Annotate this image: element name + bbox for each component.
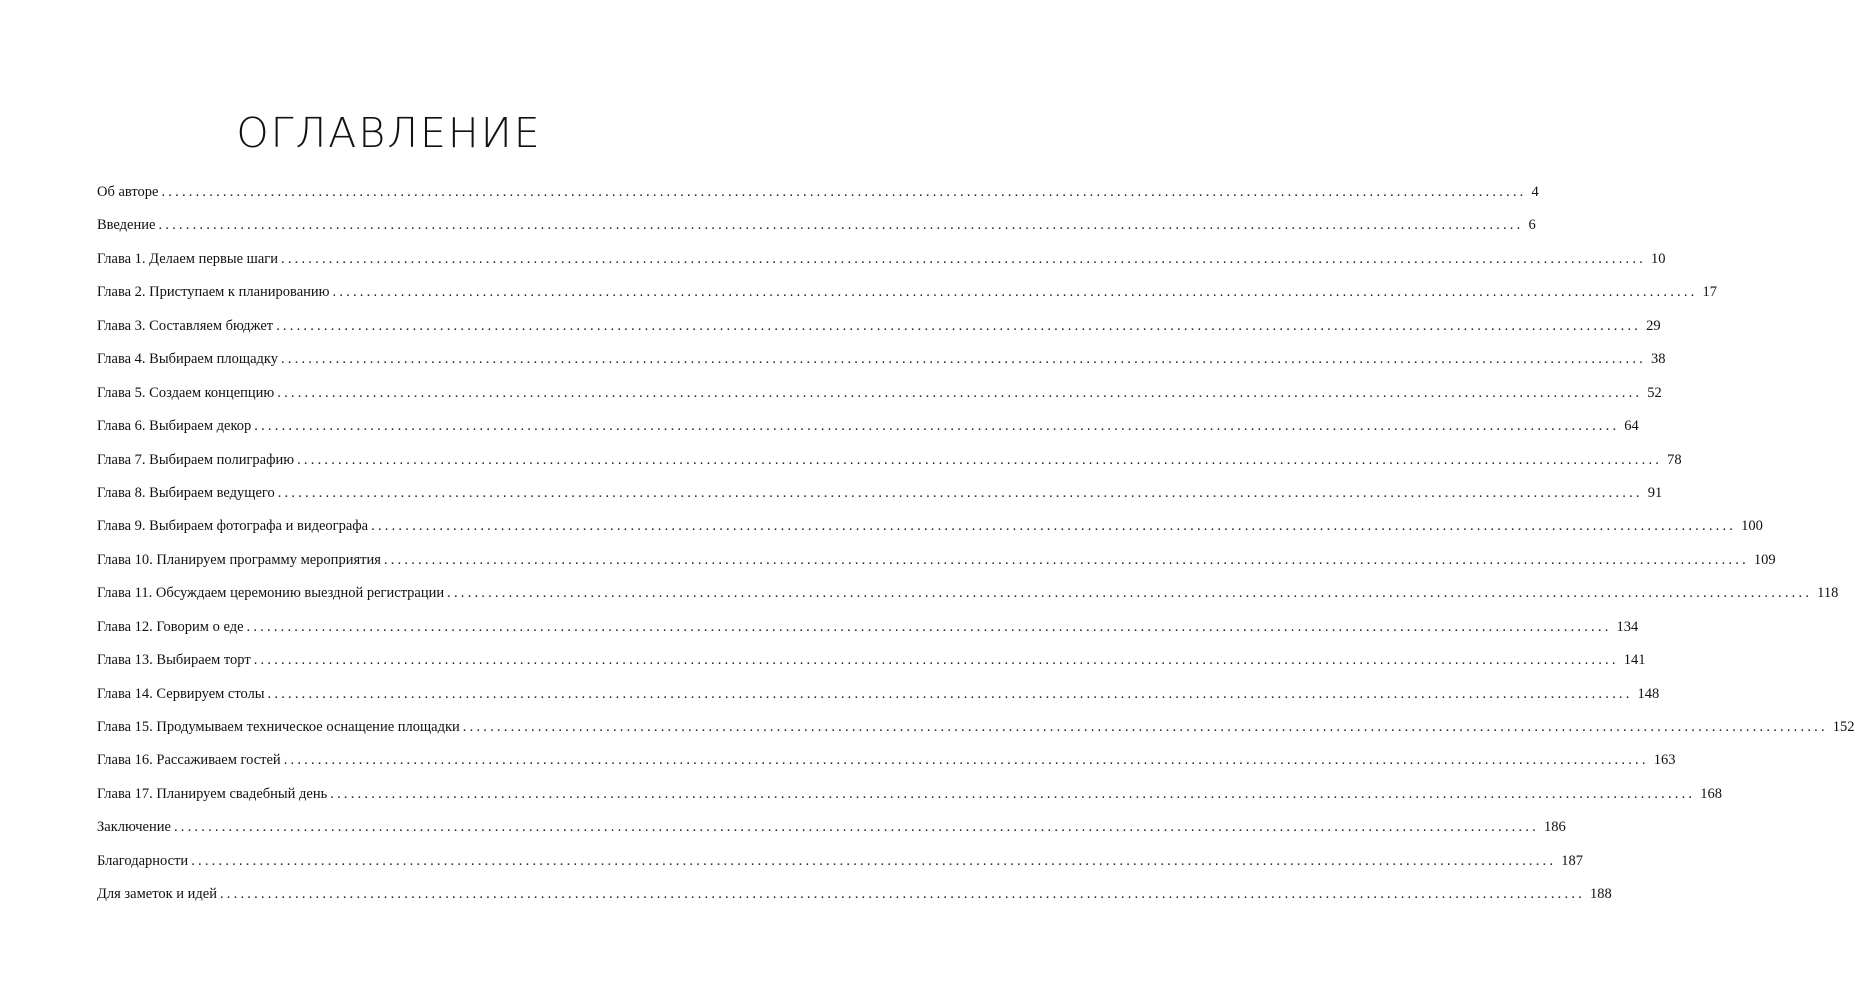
toc-entry-label: Глава 5. Создаем концепцию: [97, 384, 275, 401]
toc-entry: [97, 518, 1763, 551]
toc-entry-label: Об авторе: [97, 184, 159, 200]
toc-entry: [97, 184, 1539, 217]
dot-leader: ........................................................................................................................................................................................................: [158, 217, 1524, 234]
toc-entry: [97, 652, 1646, 685]
toc-entry-page: 187: [1561, 852, 1583, 869]
dot-leader: ........................................................................................................................................................................................................: [332, 284, 1698, 301]
toc-entry: [97, 451, 1682, 485]
toc-entry: [97, 685, 1660, 719]
dot-leader: ........................................................................................................................................................................................................: [246, 618, 1612, 635]
toc-entry-page: 186: [1543, 819, 1566, 836]
toc-entry: [97, 752, 1676, 785]
dot-leader: ........................................................................................................................................................................................................: [161, 184, 1527, 200]
toc-entry: [97, 484, 1663, 518]
toc-entry-label: Глава 16. Рассаживаем гостей: [97, 752, 281, 769]
toc-entry-page: 163: [1653, 752, 1676, 769]
dot-leader: ........................................................................................................................................................................................................: [330, 785, 1696, 802]
toc-entry-label: Глава 15. Продумываем техническое оснащение площадки: [97, 719, 460, 735]
toc-entry-label: Глава 2. Приступаем к планированию: [97, 284, 330, 301]
toc-entry-label: Глава 9. Выбираем фотографа и видеографа: [97, 518, 369, 535]
toc-entry-label: Глава 13. Выбираем торт: [97, 652, 251, 669]
toc-entry-page: 109: [1753, 551, 1776, 568]
toc-entry-label: Благодарности: [97, 852, 189, 869]
toc-entry-page: 188: [1589, 886, 1612, 903]
toc-entry: [97, 317, 1661, 351]
toc-entry-label: Глава 1. Делаем первые шаги: [97, 250, 278, 267]
dot-leader: ........................................................................................................................................................................................................: [281, 250, 1646, 267]
toc-entry: [97, 618, 1639, 652]
toc-entry: [97, 551, 1776, 585]
dot-leader: ........................................................................................................................................................................................................: [280, 351, 1646, 368]
dot-leader: ........................................................................................................................................................................................................: [253, 652, 1619, 669]
toc-entry-label: Глава 6. Выбираем декор: [97, 418, 252, 435]
toc-entry-page: 118: [1817, 585, 1839, 602]
toc-entry-label: Глава 11. Обсуждаем церемонию выездной регистрации: [97, 585, 445, 602]
toc-entry-label: Глава 12. Говорим о еде: [97, 618, 244, 635]
toc-entry-page: 4: [1531, 184, 1539, 200]
dot-leader: ........................................................................................................................................................................................................: [219, 886, 1585, 903]
dot-leader: ........................................................................................................................................................................................................: [277, 384, 1643, 401]
toc-entry: [97, 719, 1855, 752]
toc-entry-label: Введение: [97, 217, 156, 234]
toc-entry-label: Глава 10. Планируем программу мероприятия: [97, 551, 381, 568]
toc-entry-label: Глава 3. Составляем бюджет: [97, 317, 274, 334]
toc-entry-page: 141: [1623, 652, 1646, 669]
dot-leader: ........................................................................................................................................................................................................: [267, 685, 1633, 702]
toc-entry-label: Заключение: [97, 819, 171, 836]
toc-entry: [97, 886, 1612, 919]
toc-entry: [97, 819, 1566, 852]
toc-entry-page: 38: [1650, 351, 1666, 368]
toc-entry-page: 168: [1700, 785, 1722, 802]
toc-entry-page: 152: [1832, 719, 1855, 735]
toc-entry: [97, 351, 1666, 384]
toc-entry-label: Глава 8. Выбираем ведущего: [97, 484, 275, 501]
toc-entry-page: 17: [1702, 284, 1717, 301]
toc-entry-page: 52: [1647, 384, 1662, 401]
toc-entry-label: Глава 14. Сервируем столы: [97, 685, 265, 702]
dot-leader: ........................................................................................................................................................................................................: [297, 451, 1663, 468]
toc-entry: [97, 785, 1722, 819]
toc-entry: [97, 250, 1666, 284]
toc-entry: [97, 418, 1639, 451]
dot-leader: ........................................................................................................................................................................................................: [462, 719, 1828, 735]
toc-entry-label: Глава 7. Выбираем полиграфию: [97, 451, 295, 468]
toc-entry-page: 100: [1741, 518, 1763, 535]
page-title: ОГЛАВЛЕНИЕ: [236, 109, 542, 157]
dot-leader: ........................................................................................................................................................................................................: [283, 752, 1649, 769]
dot-leader: ........................................................................................................................................................................................................: [383, 551, 1749, 568]
toc-entry-page: 6: [1528, 217, 1536, 234]
toc-entry-page: 29: [1646, 317, 1661, 334]
toc-entry: [97, 852, 1583, 886]
toc-entry-label: Для заметок и идей: [97, 886, 217, 903]
toc-entry-page: 134: [1616, 618, 1639, 635]
toc-entry-page: 64: [1624, 418, 1639, 435]
dot-leader: ........................................................................................................................................................................................................: [276, 317, 1642, 334]
dot-leader: ........................................................................................................................................................................................................: [173, 819, 1539, 836]
toc-entry-page: 78: [1667, 451, 1682, 468]
dot-leader: ........................................................................................................................................................................................................: [371, 518, 1737, 535]
toc-entry: [97, 384, 1662, 418]
toc-entry-page: 91: [1647, 484, 1663, 501]
toc-entry: [97, 284, 1717, 317]
toc-entry-page: 10: [1651, 250, 1666, 267]
table-of-contents: [97, 184, 1855, 920]
toc-entry-page: 148: [1637, 685, 1660, 702]
dot-leader: ........................................................................................................................................................................................................: [447, 585, 1813, 602]
toc-entry-label: Глава 17. Планируем свадебный день: [97, 785, 328, 802]
toc-entry: [97, 217, 1536, 250]
toc-entry: [97, 585, 1839, 618]
dot-leader: ........................................................................................................................................................................................................: [191, 852, 1557, 869]
toc-entry-label: Глава 4. Выбираем площадку: [97, 351, 278, 368]
dot-leader: ........................................................................................................................................................................................................: [277, 484, 1643, 501]
dot-leader: ........................................................................................................................................................................................................: [254, 418, 1620, 435]
